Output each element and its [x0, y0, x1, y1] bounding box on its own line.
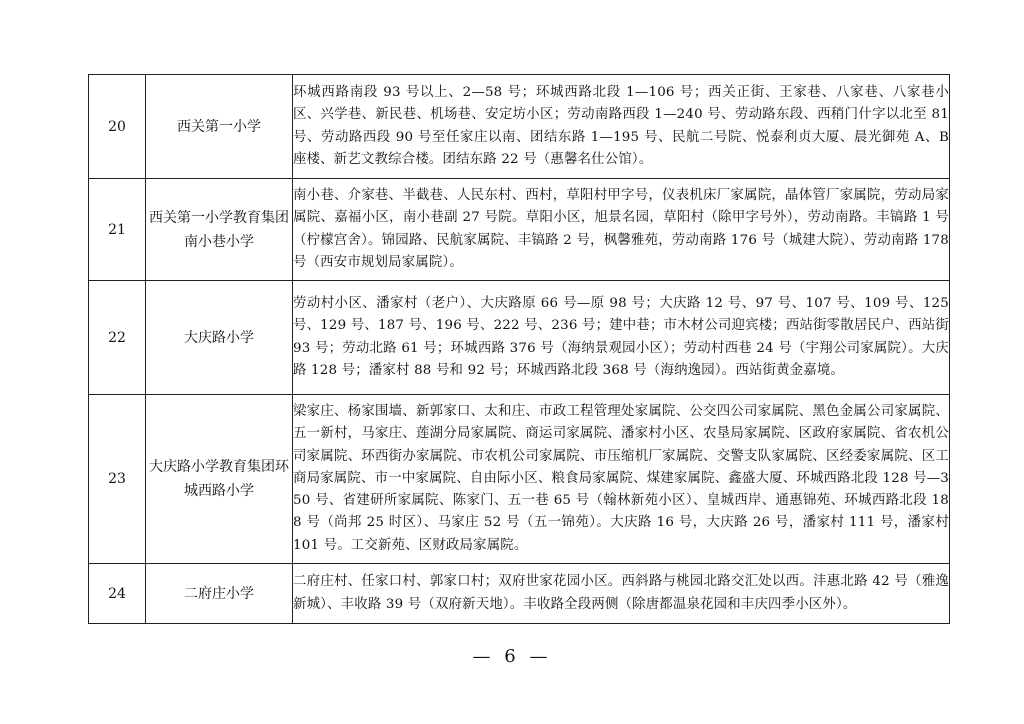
table-row — [89, 75, 950, 179]
row-number: 24 — [89, 564, 146, 624]
row-number: 20 — [89, 75, 146, 179]
school-name: 大庆路小学 — [146, 281, 293, 395]
school-name: 西关第一小学教育集团南小巷小学 — [146, 179, 293, 281]
catchment-area: 南小巷、介家巷、半截巷、人民东村、西村，草阳村甲字号，仪表机床厂家属院，晶体管厂家属院，劳动局家属院、嘉福小区，南小巷副 27 号院。草阳小区，旭景名园，草阳村（除甲字号外），劳动南路。丰镐路 1 号（柠檬宫舍）。锦园路、民航家属院、丰镐路 2 号，枫馨雅苑，劳动南路 176 号（城建大院）、劳动南路 178 号（西安市规划局家属院）。 — [293, 179, 950, 281]
row-number: 22 — [89, 281, 146, 395]
school-name: 大庆路小学教育集团环城西路小学 — [146, 395, 293, 564]
row-number: 23 — [89, 395, 146, 564]
table-row — [89, 281, 950, 395]
school-district-table — [88, 74, 950, 624]
table-row — [89, 179, 950, 281]
catchment-area: 梁家庄、杨家围墙、新郭家口、太和庄、市政工程管理处家属院、公交四公司家属院、黑色金属公司家属院、五一新村，马家庄、莲湖分局家属院、商运司家属院、潘家村小区、农垦局家属院、区政府家属院、省农机公司家属院、环西街办家属院、市农机公司家属院、市压缩机厂家属院、交警支队家属院、区经委家属院、区工商局家属院、市一中家属院、自由际小区、粮食局家属院、煤建家属院、鑫盛大厦、环城西路北段 128 号—350 号、省建研所家属院、陈家门、五一巷 65 号（翰林新苑小区）、皇城西岸、通惠锦苑、环城西路北段 188 号（尚邦 25 时区）、马家庄 52 号（五一锦苑）。大庆路 16 号，大庆路 26 号，潘家村 111 号，潘家村 101 号。工交新苑、区财政局家属院。 — [293, 395, 950, 564]
catchment-area: 二府庄村、任家口村、郭家口村；双府世家花园小区。西斜路与桃园北路交汇处以西。沣惠北路 42 号（雅逸新城）、丰收路 39 号（双府新天地）。丰收路全段两侧（除唐都温泉花园和丰庆四季小区外）。 — [293, 564, 950, 624]
school-name: 二府庄小学 — [146, 564, 293, 624]
catchment-area: 环城西路南段 93 号以上、2—58 号；环城西路北段 1—106 号；西关正街、王家巷、八家巷、八家巷小区、兴学巷、新民巷、机场巷、安定坊小区；劳动南路西段 1—240 号、劳动路东段、西稍门什字以北至 81 号、劳动路西段 90 号至任家庄以南、团结东路 1—195 号、民航二号院、悦泰利贞大厦、晨光御苑 A、B 座楼、新艺文教综合楼。团结东路 22 号（惠馨名仕公馆）。 — [293, 75, 950, 179]
school-name: 西关第一小学 — [146, 75, 293, 179]
catchment-area: 劳动村小区、潘家村（老户）、大庆路原 66 号—原 98 号；大庆路 12 号、97 号、107 号、109 号、125 号、129 号、187 号、196 号、222 号、236 号；建中巷；市木材公司迎宾楼；西站街零散居民户、西站街 93 号；劳动北路 61 号；环城西路 376 号（海纳景观园小区）；劳动村西巷 24 号（宇翔公司家属院）。大庆路 128 号；潘家村 88 号和 92 号；环城西路北段 368 号（海纳逸园）。西站街黄金嘉境。 — [293, 281, 950, 395]
table-row — [89, 395, 950, 564]
page-number: — 6 — — [472, 646, 552, 667]
row-number: 21 — [89, 179, 146, 281]
table-row — [89, 564, 950, 624]
